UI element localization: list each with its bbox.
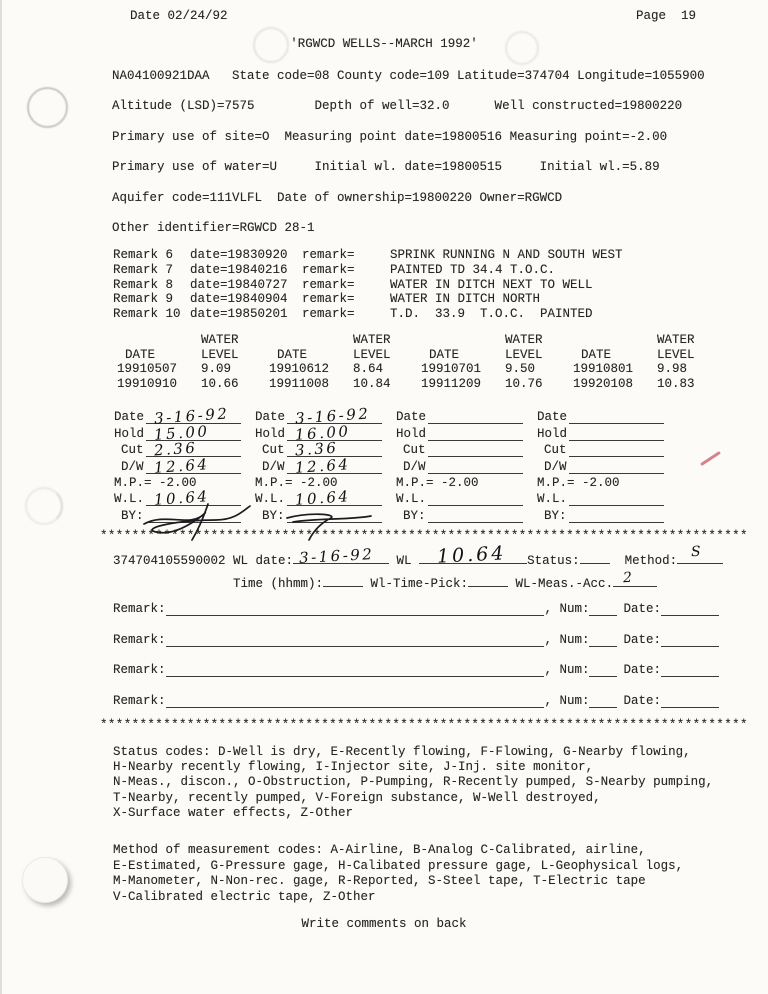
cut-blank <box>287 438 382 460</box>
remark-eq-label: remark= <box>302 277 355 292</box>
remark-number: Remark 10 <box>113 307 181 322</box>
remark-log-row <box>113 292 623 307</box>
site-id: 374704105590002 <box>113 554 226 568</box>
date-label: Date <box>255 410 286 425</box>
meas-acc-blank <box>613 569 657 587</box>
hole-punch-icon <box>25 487 63 525</box>
remark-number: Remark 8 <box>113 277 174 292</box>
handwritten-hold: 15.00 <box>153 421 211 444</box>
status-label: Status: <box>527 554 580 568</box>
handwritten-wl-value: 10.64 <box>436 542 507 568</box>
column-header-level: LEVEL <box>505 347 543 362</box>
wl-date: 19910701 <box>421 362 482 377</box>
column-header-level: LEVEL <box>657 347 695 362</box>
blank-remarks-section <box>113 601 719 723</box>
method-codes-line: V-Calibrated electric tape, Z-Other <box>113 889 376 904</box>
status-codes-line: N-Meas., discon., O-Obstruction, P-Pumping, R-Recently pumped, S-Nearby pumping, <box>113 775 714 790</box>
date-blank <box>428 410 523 424</box>
hold-label: Hold <box>396 426 427 441</box>
num-blank <box>589 664 617 677</box>
remark-eq-label: remark= <box>302 307 355 322</box>
water-level-column-group <box>113 333 265 392</box>
column-header-water: WATER <box>201 333 239 347</box>
water-level-table <box>113 333 721 392</box>
date-label: Date: <box>623 602 661 616</box>
remark-log <box>113 248 623 322</box>
remark-log-row <box>113 248 623 263</box>
remark-text: SPRINK RUNNING N AND SOUTH WEST <box>390 248 623 262</box>
footer-note: Write comments on back <box>301 917 467 931</box>
status-codes-line: H-Nearby recently flowing, I-Injector site, J-Inj. site monitor, <box>113 760 594 775</box>
table-row <box>265 377 417 392</box>
method-codes-line: E-Estimated, G-Pressure gage, H-Calibated pressure gage, L-Geophysical logs, <box>113 858 684 873</box>
page-number: Page 19 <box>636 9 697 23</box>
hole-punch-icon <box>22 857 68 903</box>
field-block-1 <box>114 404 241 523</box>
cut-label: Cut <box>544 443 567 458</box>
method-blank <box>677 543 723 564</box>
remark-blank <box>166 603 545 616</box>
dw-label: D/W <box>544 459 567 474</box>
remark-date: date=19840904 <box>190 292 288 307</box>
mp-fixed-value: M.P.= -2.00 <box>255 475 338 490</box>
handwritten-dw: 12.64 <box>293 454 351 477</box>
column-header-level: LEVEL <box>353 347 391 362</box>
well-info-line: Other identifier=RGWCD 28-1 <box>112 221 315 236</box>
handwritten-hold: 16.00 <box>294 421 352 444</box>
wl-level: 10.84 <box>353 377 391 392</box>
status-codes-line: X-Surface water effects, Z-Other <box>113 805 354 820</box>
field-measurement-blocks <box>114 404 664 523</box>
column-header-water: WATER <box>353 333 391 347</box>
dw-blank <box>569 460 664 474</box>
by-blank <box>569 509 664 523</box>
well-info-line: NA04100921DAA State code=08 County code=109 Latitude=374704 Longitude=1055900 <box>112 69 705 83</box>
mp-fixed-value: M.P.= -2.00 <box>114 475 197 490</box>
wl-entry-line-2 <box>113 569 723 597</box>
handwritten-method: S <box>690 543 704 561</box>
mp-fixed-value: M.P.= -2.00 <box>537 475 620 490</box>
field-block-4 <box>537 408 664 523</box>
wl-date-blank <box>293 545 389 567</box>
by-blank <box>428 509 523 523</box>
blank-remark-row <box>113 662 719 677</box>
time-pick-blank <box>468 574 508 587</box>
remark-text: PAINTED TD 34.4 T.O.C. <box>390 262 556 277</box>
column-header-date: DATE <box>277 347 308 362</box>
cut-label: Cut <box>403 443 426 458</box>
date-blank <box>661 634 719 647</box>
wl-level: 9.09 <box>201 362 232 377</box>
num-blank <box>589 695 617 708</box>
handwritten-date: 3-16-92 <box>153 404 230 428</box>
handwritten-dw: 12.64 <box>152 454 210 477</box>
date-label: Date <box>537 410 568 425</box>
well-info-line: Altitude (LSD)=7575 Depth of well=32.0 Well constructed=19800220 <box>112 99 683 114</box>
wl-date: 19910801 <box>573 362 634 377</box>
num-label: , Num: <box>544 602 590 616</box>
remark-blank <box>166 695 545 708</box>
well-info-line: Primary use of site=O Measuring point date=19800516 Measuring point=-2.00 <box>112 129 668 144</box>
wl-level: 10.76 <box>505 377 543 392</box>
column-header-level: LEVEL <box>201 347 239 362</box>
report-date: Date 02/24/92 <box>130 9 228 23</box>
cut-blank <box>428 443 523 457</box>
dw-blank <box>146 454 241 477</box>
time-pick-label: Wl-Time-Pick: <box>363 577 469 591</box>
table-row <box>113 377 265 392</box>
date-blank <box>661 695 719 708</box>
cut-blank <box>569 443 664 457</box>
red-check-mark <box>700 451 721 466</box>
num-blank <box>589 603 617 616</box>
num-label: , Num: <box>544 632 590 647</box>
remark-text: WATER IN DITCH NORTH <box>390 292 541 307</box>
dw-label: D/W <box>262 459 285 474</box>
remark-date: date=19830920 <box>190 248 288 262</box>
mp-fixed-value: M.P.= -2.00 <box>396 475 479 490</box>
date-blank <box>569 410 664 424</box>
remark-text: WATER IN DITCH NEXT TO WELL <box>390 277 593 292</box>
date-label: Date: <box>623 693 661 708</box>
column-header-date: DATE <box>429 347 460 362</box>
date-blank <box>661 664 719 677</box>
page-edge <box>0 0 2 994</box>
cut-label: Cut <box>262 443 285 458</box>
by-label: BY: <box>262 508 285 523</box>
water-level-column-group <box>569 333 721 392</box>
well-info-block <box>112 61 705 243</box>
wl-blank <box>428 492 523 506</box>
dw-label: D/W <box>403 459 426 474</box>
wl-date: 19920108 <box>573 377 634 392</box>
wl-label: WL <box>389 554 420 568</box>
hold-label: Hold <box>255 426 286 441</box>
remark-eq-label: remark= <box>302 262 355 277</box>
wl-date: 19910507 <box>117 362 178 377</box>
well-info-line: Aquifer code=111VLFL Date of ownership=19800220 Owner=RGWCD <box>112 190 563 205</box>
method-codes-legend <box>113 843 683 905</box>
num-blank <box>589 634 617 647</box>
wl-label: W.L. <box>537 492 568 507</box>
wl-entry-section <box>113 542 723 597</box>
column-header-water: WATER <box>657 333 695 347</box>
table-row <box>569 362 721 377</box>
date-label: Date <box>114 410 145 425</box>
asterisk-separator: ********************************************************************************** <box>100 529 748 543</box>
hold-label: Hold <box>537 426 568 441</box>
handwritten-wl-date: 3-16-92 <box>298 545 375 567</box>
column-header-date: DATE <box>581 347 612 362</box>
wl-level: 9.98 <box>657 362 688 377</box>
method-label: Method: <box>609 554 678 568</box>
table-row <box>265 362 417 377</box>
remark-label: Remark: <box>113 693 166 708</box>
wl-blank <box>569 492 664 506</box>
wl-level: 10.83 <box>657 377 695 392</box>
wl-label: W.L. <box>396 492 427 507</box>
blank-remark-row <box>113 601 719 616</box>
field-block-2 <box>255 404 382 523</box>
hold-blank <box>569 427 664 441</box>
meas-acc-label: WL-Meas.-Acc. <box>508 577 614 591</box>
remark-number: Remark 7 <box>113 262 174 277</box>
handwritten-wl: 10.64 <box>294 487 352 510</box>
table-row <box>113 362 265 377</box>
remark-label: Remark: <box>113 632 166 647</box>
handwritten-meas-acc: 2 <box>622 569 635 587</box>
dw-blank <box>428 460 523 474</box>
wl-label: W.L. <box>255 492 286 507</box>
field-block-3 <box>396 408 523 523</box>
column-header-water: WATER <box>505 333 543 347</box>
asterisk-separator: ********************************************************************************** <box>100 718 748 732</box>
remark-label: Remark: <box>113 663 166 678</box>
table-row <box>417 362 569 377</box>
by-label: BY: <box>544 508 567 523</box>
remark-date: date=19850201 <box>190 307 288 322</box>
wl-level: 8.64 <box>353 362 384 377</box>
handwritten-wl: 10.64 <box>153 487 211 510</box>
report-title: 'RGWCD WELLS--MARCH 1992' <box>290 37 478 51</box>
remark-eq-label: remark= <box>302 248 355 262</box>
handwritten-cut: 2.36 <box>152 438 198 460</box>
water-level-column-group <box>265 333 417 392</box>
table-row <box>417 377 569 392</box>
remark-date: date=19840727 <box>190 277 288 292</box>
remark-text: T.D. 33.9 T.O.C. PAINTED <box>390 307 593 322</box>
hole-punch-icon <box>27 87 68 128</box>
remark-eq-label: remark= <box>302 292 355 307</box>
blank-remark-row <box>113 693 719 708</box>
wl-value-blank <box>419 542 527 568</box>
water-level-column-group <box>417 333 569 392</box>
dw-blank <box>287 454 382 477</box>
wl-level: 10.66 <box>201 377 239 392</box>
wl-level: 9.50 <box>505 362 536 377</box>
remark-number: Remark 9 <box>113 292 174 307</box>
wl-label: W.L. <box>114 492 145 507</box>
remark-date: date=19840216 <box>190 262 288 277</box>
by-label: BY: <box>121 508 144 523</box>
status-codes-legend <box>113 745 713 821</box>
handwritten-cut: 3.36 <box>293 438 339 460</box>
blank-remark-row <box>113 632 719 647</box>
status-codes-line: Status codes: D-Well is dry, E-Recently flowing, F-Flowing, G-Nearby flowing, <box>113 745 691 759</box>
wl-date: 19910910 <box>117 377 178 392</box>
date-blank <box>661 603 719 616</box>
num-label: , Num: <box>544 693 590 708</box>
remark-blank <box>166 634 545 647</box>
hold-blank <box>428 427 523 441</box>
status-blank <box>580 551 610 564</box>
by-blank <box>146 509 241 523</box>
status-codes-line: T-Nearby, recently pumped, V-Foreign substance, W-Well destroyed, <box>113 790 601 805</box>
remark-log-row <box>113 307 623 322</box>
table-row <box>569 377 721 392</box>
hold-label: Hold <box>114 426 145 441</box>
by-label: BY: <box>403 508 426 523</box>
column-header-date: DATE <box>125 347 156 362</box>
method-codes-line: M-Manometer, N-Non-rec. gage, R-Reported, S-Steel tape, T-Electric tape <box>113 874 646 888</box>
date-label: Date: <box>623 663 661 678</box>
by-blank <box>287 509 382 523</box>
well-info-line: Primary use of water=U Initial wl. date=19800515 Initial wl.=5.89 <box>112 160 660 175</box>
num-label: , Num: <box>544 663 590 678</box>
cut-label: Cut <box>121 443 144 458</box>
wl-date-label: WL date: <box>225 554 294 568</box>
remark-log-row <box>113 263 623 278</box>
wl-date: 19911008 <box>269 377 330 392</box>
remark-blank <box>166 664 545 677</box>
cut-blank <box>146 438 241 460</box>
remark-number: Remark 6 <box>113 248 174 262</box>
wl-date: 19911209 <box>421 377 482 392</box>
date-label: Date: <box>623 632 661 647</box>
date-label: Date <box>396 410 427 425</box>
wl-date: 19910612 <box>269 362 330 377</box>
remark-label: Remark: <box>113 602 166 616</box>
remark-log-row <box>113 278 623 293</box>
handwritten-date: 3-16-92 <box>294 404 371 428</box>
dw-label: D/W <box>121 459 144 474</box>
time-label: Time (hhmm): <box>233 577 324 591</box>
method-codes-line: Method of measurement codes: A-Airline, B-Analog C-Calibrated, airline, <box>113 843 646 857</box>
time-blank <box>323 574 363 587</box>
